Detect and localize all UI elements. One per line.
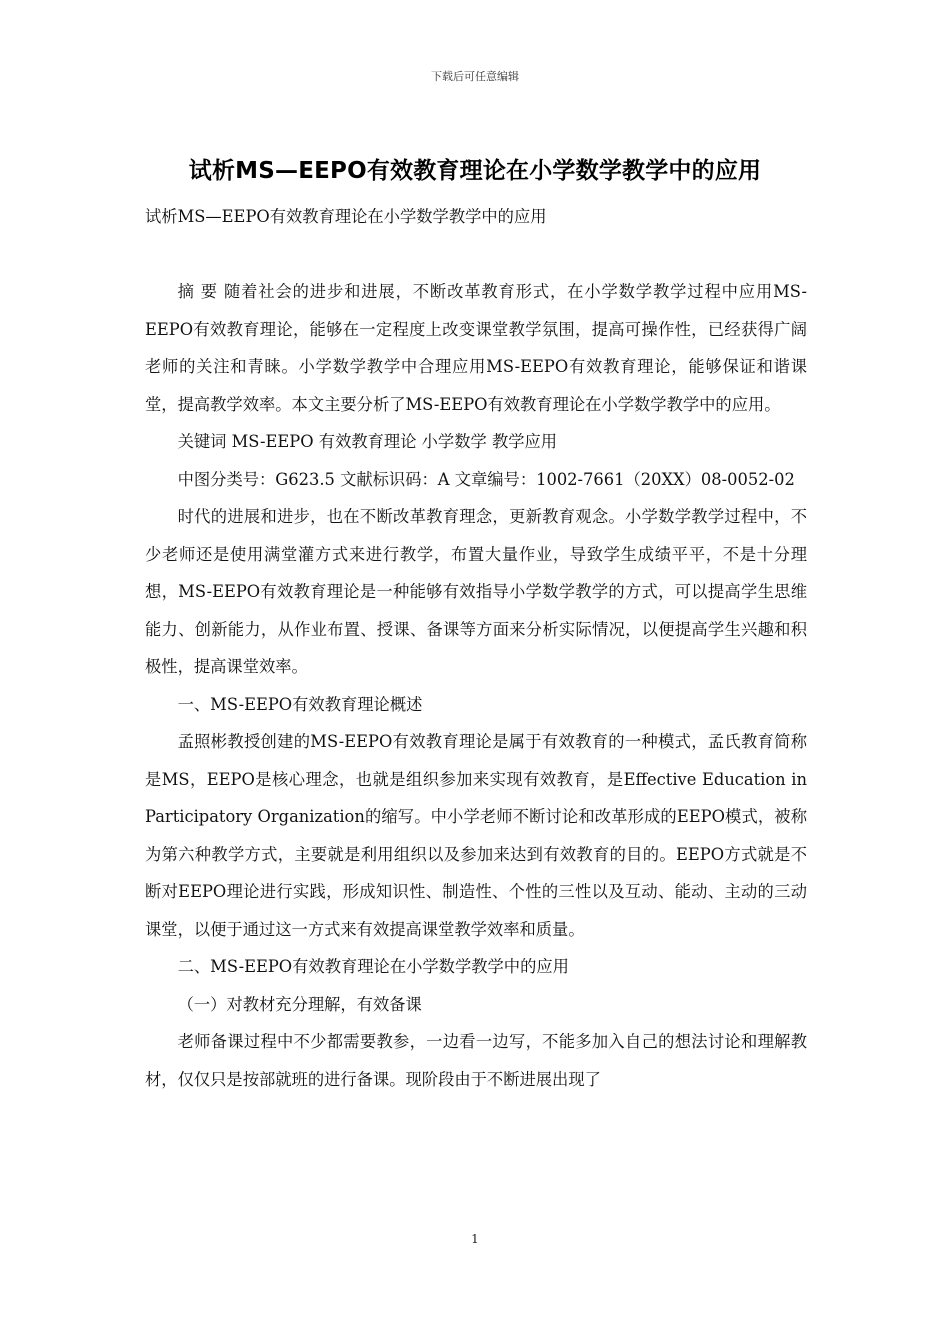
- classification-line: 中图分类号：G623.5 文献标识码：A 文章编号：1002-7661（20XX）08-0052-02: [177, 469, 795, 489]
- document-subtitle: 试析MS—EEPO有效教育理论在小学数学教学中的应用: [145, 207, 547, 226]
- abstract-paragraph: 摘 要 随着社会的进步和进展，不断改革教育形式，在小学数学教学过程中应用MS-EEPO有效教育理论，能够在一定程度上改变课堂教学氛围，提高可操作性，已经获得广阔老师的关注和青睐。小学数学教学中合理应用MS-EEPO有效教育理论，能够保证和谐课堂，提高教学效率。本文主要分析了MS-EEPO有效教育理论在小学数学教学中的应用。: [145, 282, 807, 414]
- header-note: 下载后可任意编辑: [431, 70, 519, 83]
- document-body: [145, 198, 807, 1098]
- section-1-heading: 一、MS-EEPO有效教育理论概述: [177, 694, 423, 714]
- page-number: 1: [471, 1232, 479, 1246]
- keywords-line: 关键词 MS-EEPO 有效教育理论 小学数学 教学应用: [177, 432, 558, 451]
- section-2-sub-1-heading: （一）对教材充分理解，有效备课: [177, 994, 422, 1014]
- section-1-paragraph: 孟照彬教授创建的MS-EEPO有效教育理论是属于有效教育的一种模式，孟氏教育简称是MS，EEPO是核心理念，也就是组织参加来实现有效教育，是Effective Education in Participatory Organization的缩写。中小学老师不断讨论和改革形成的EEPO模式，被称为第六种教学方式，主要就是利用组织以及参加来达到有效教育的目的。EEPO方式就是不断对EEPO理论进行实践，形成知识性、制造性、个性的三性以及互动、能动、主动的三动课堂，以便于通过这一方式来有效提高课堂教学效率和质量。: [145, 732, 807, 939]
- intro-paragraph: 时代的进展和进步，也在不断改革教育理念，更新教育观念。小学数学教学过程中，不少老师还是使用满堂灌方式来进行教学，布置大量作业，导致学生成绩平平，不是十分理想，MS-EEPO有效教育理论是一种能够有效指导小学数学教学的方式，可以提高学生思维能力、创新能力，从作业布置、授课、备课等方面来分析实际情况，以便提高学生兴趣和积极性，提高课堂效率。: [145, 507, 807, 676]
- section-2-heading: 二、MS-EEPO有效教育理论在小学数学教学中的应用: [177, 957, 569, 976]
- section-2-sub-1-paragraph: 老师备课过程中不少都需要教参，一边看一边写，不能多加入自己的想法讨论和理解教材，仅仅只是按部就班的进行备课。现阶段由于不断进展出现了: [145, 1032, 807, 1089]
- document-title: 试析MS—EEPO有效教育理论在小学数学教学中的应用: [188, 158, 762, 184]
